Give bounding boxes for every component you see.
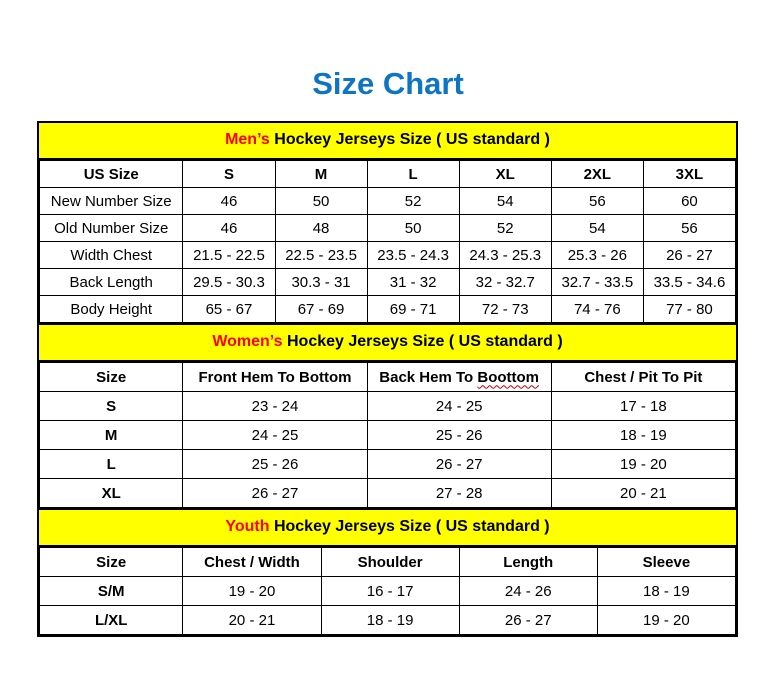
mens-column-header: M	[275, 161, 367, 188]
mens-cell: 54	[551, 215, 643, 242]
womens-cell: 27 - 28	[367, 479, 551, 508]
youth-cell: 19 - 20	[597, 606, 735, 635]
mens-cell: 30.3 - 31	[275, 269, 367, 296]
mens-cell: 26 - 27	[643, 242, 735, 269]
youth-cell: 18 - 19	[597, 577, 735, 606]
womens-cell: 24 - 25	[367, 392, 551, 421]
mens-cell: 77 - 80	[643, 296, 735, 323]
mens-cell: 52	[367, 188, 459, 215]
womens-cell: 17 - 18	[551, 392, 735, 421]
mens-cell: 67 - 69	[275, 296, 367, 323]
youth-cell: 18 - 19	[321, 606, 459, 635]
youth-table	[39, 547, 736, 635]
womens-heading-text: Hockey Jerseys Size ( US standard )	[282, 333, 563, 350]
womens-cell: 20 - 21	[551, 479, 735, 508]
mens-column-header: L	[367, 161, 459, 188]
youth-heading-text: Hockey Jerseys Size ( US standard )	[269, 518, 550, 535]
mens-cell: 72 - 73	[459, 296, 551, 323]
womens-cell: 25 - 26	[183, 450, 367, 479]
mens-column-header: US Size	[40, 161, 183, 188]
youth-column-header: Shoulder	[321, 548, 459, 577]
womens-row-label: M	[40, 421, 183, 450]
womens-cell: 23 - 24	[183, 392, 367, 421]
womens-cell: 19 - 20	[551, 450, 735, 479]
misspelled-word: Boottom	[477, 368, 540, 386]
mens-cell: 50	[275, 188, 367, 215]
mens-heading-text: Hockey Jerseys Size ( US standard )	[269, 131, 550, 148]
mens-table-row	[40, 296, 736, 323]
womens-cell: 25 - 26	[367, 421, 551, 450]
mens-cell: 25.3 - 26	[551, 242, 643, 269]
youth-cell: 24 - 26	[459, 577, 597, 606]
womens-cell: 24 - 25	[183, 421, 367, 450]
womens-table-row	[40, 392, 736, 421]
youth-column-header: Length	[459, 548, 597, 577]
womens-cell: 26 - 27	[183, 479, 367, 508]
mens-cell: 48	[275, 215, 367, 242]
mens-cell: 65 - 67	[183, 296, 275, 323]
womens-table-row	[40, 479, 736, 508]
mens-table-row	[40, 215, 736, 242]
section-youth	[39, 508, 736, 635]
womens-table-row	[40, 450, 736, 479]
youth-table-row	[40, 577, 736, 606]
mens-cell: 23.5 - 24.3	[367, 242, 459, 269]
youth-table-row	[40, 606, 736, 635]
mens-row-label: Back Length	[40, 269, 183, 296]
mens-heading-highlight: Men’s	[225, 131, 270, 148]
mens-cell: 56	[643, 215, 735, 242]
youth-section-heading	[39, 508, 736, 547]
youth-column-header: Size	[40, 548, 183, 577]
mens-row-label: Width Chest	[40, 242, 183, 269]
mens-cell: 69 - 71	[367, 296, 459, 323]
mens-row-label: Old Number Size	[40, 215, 183, 242]
womens-section-heading	[39, 323, 736, 362]
womens-column-header: Size	[40, 363, 183, 392]
mens-table-row	[40, 188, 736, 215]
mens-column-header: S	[183, 161, 275, 188]
section-womens	[39, 323, 736, 508]
mens-table-row	[40, 242, 736, 269]
womens-table-row	[40, 421, 736, 450]
youth-cell: 19 - 20	[183, 577, 321, 606]
womens-column-header: Chest / Pit To Pit	[551, 363, 735, 392]
mens-cell: 56	[551, 188, 643, 215]
womens-column-header: Front Hem To Bottom	[183, 363, 367, 392]
mens-column-header: 3XL	[643, 161, 735, 188]
mens-cell: 22.5 - 23.5	[275, 242, 367, 269]
mens-cell: 46	[183, 188, 275, 215]
womens-table	[39, 362, 736, 508]
mens-row-label: New Number Size	[40, 188, 183, 215]
youth-cell: 20 - 21	[183, 606, 321, 635]
mens-column-header: 2XL	[551, 161, 643, 188]
mens-table-row	[40, 269, 736, 296]
youth-row-label: L/XL	[40, 606, 183, 635]
page-title: Size Chart	[312, 66, 464, 101]
womens-cell: 26 - 27	[367, 450, 551, 479]
youth-cell: 16 - 17	[321, 577, 459, 606]
youth-heading-highlight: Youth	[225, 518, 270, 535]
mens-table	[39, 160, 736, 323]
mens-cell: 46	[183, 215, 275, 242]
mens-cell: 33.5 - 34.6	[643, 269, 735, 296]
youth-row-label: S/M	[40, 577, 183, 606]
size-chart-table-group	[37, 121, 738, 637]
mens-cell: 21.5 - 22.5	[183, 242, 275, 269]
womens-cell: 18 - 19	[551, 421, 735, 450]
youth-cell: 26 - 27	[459, 606, 597, 635]
youth-column-header: Sleeve	[597, 548, 735, 577]
mens-cell: 50	[367, 215, 459, 242]
mens-cell: 74 - 76	[551, 296, 643, 323]
womens-heading-highlight: Women’s	[212, 333, 283, 350]
mens-cell: 52	[459, 215, 551, 242]
mens-cell: 32.7 - 33.5	[551, 269, 643, 296]
section-mens	[39, 123, 736, 323]
womens-row-label: S	[40, 392, 183, 421]
mens-cell: 54	[459, 188, 551, 215]
womens-row-label: L	[40, 450, 183, 479]
womens-row-label: XL	[40, 479, 183, 508]
mens-cell: 31 - 32	[367, 269, 459, 296]
mens-cell: 24.3 - 25.3	[459, 242, 551, 269]
mens-cell: 32 - 32.7	[459, 269, 551, 296]
womens-column-header: Back Hem To Boottom	[367, 363, 551, 392]
mens-cell: 60	[643, 188, 735, 215]
mens-section-heading	[39, 123, 736, 160]
youth-column-header: Chest / Width	[183, 548, 321, 577]
mens-row-label: Body Height	[40, 296, 183, 323]
mens-cell: 29.5 - 30.3	[183, 269, 275, 296]
mens-column-header: XL	[459, 161, 551, 188]
